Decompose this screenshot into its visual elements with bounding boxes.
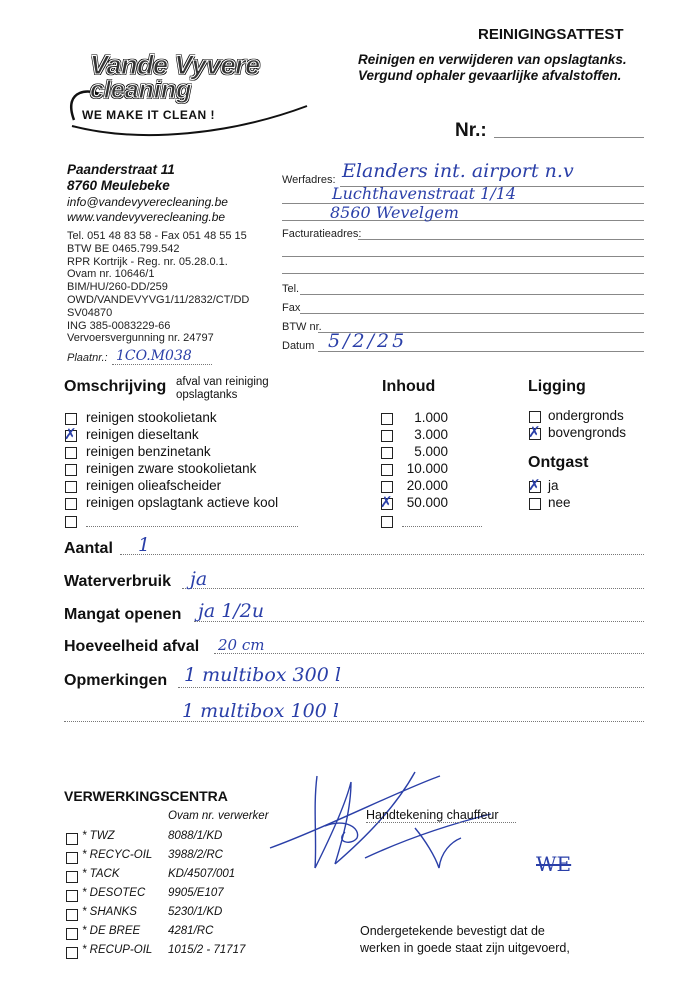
omschrijving-note: afval van reiniging opslagtanks bbox=[176, 376, 269, 401]
list-item[interactable] bbox=[64, 906, 274, 924]
checkbox[interactable] bbox=[528, 423, 541, 441]
signature-line bbox=[366, 822, 516, 823]
ontgast-title: Ontgast bbox=[528, 454, 589, 471]
datum-value: 5/2/25 bbox=[328, 330, 408, 352]
company-email: info@vandevyverecleaning.be bbox=[67, 195, 228, 209]
omschrijving-option-label: reinigen dieseltank bbox=[86, 427, 199, 442]
list-item[interactable] bbox=[380, 495, 480, 512]
omschrijving-option-label: reinigen stookolietank bbox=[86, 410, 217, 425]
list-item[interactable] bbox=[528, 478, 608, 495]
omschrijving-title: Omschrijving bbox=[64, 378, 167, 395]
inhoud-option-label: 5.000 bbox=[414, 444, 448, 459]
facturatie-label: Facturatieadres: bbox=[282, 228, 362, 240]
signature-initials: WE bbox=[536, 852, 572, 876]
confirm-line-1: Ondergetekende bevestigt dat de bbox=[360, 924, 545, 938]
list-item[interactable] bbox=[380, 478, 480, 495]
list-item[interactable] bbox=[528, 408, 648, 425]
list-item[interactable] bbox=[528, 495, 608, 512]
company-detail: Tel. 051 48 83 58 - Fax 051 48 55 15 bbox=[67, 230, 247, 242]
verwerker-name: * RECYC-OIL bbox=[82, 849, 153, 861]
opmerkingen-value-1: 1 multibox 300 l bbox=[184, 664, 341, 686]
verwerker-name: * RECUP-OIL bbox=[82, 944, 153, 956]
checkbox[interactable] bbox=[381, 447, 393, 459]
inhoud-option-label: 20.000 bbox=[406, 478, 448, 493]
check-mark-icon: ✗ bbox=[380, 493, 393, 511]
opmerkingen-line-1 bbox=[178, 687, 644, 688]
verwerker-name: * DESOTEC bbox=[82, 887, 146, 899]
verwerking-title: VERWERKINGSCENTRA bbox=[64, 788, 228, 804]
list-item[interactable] bbox=[64, 410, 324, 427]
verwerker-name: * TWZ bbox=[82, 830, 115, 842]
inhoud-option-label: 1.000 bbox=[414, 410, 448, 425]
company-detail: Vervoersvergunning nr. 24797 bbox=[67, 332, 214, 345]
fax-line bbox=[300, 313, 644, 314]
header-subtitle-1: Reinigen en verwijderen van opslagtanks. bbox=[358, 52, 627, 67]
company-details bbox=[67, 230, 249, 345]
checkbox[interactable] bbox=[380, 493, 393, 511]
list-item[interactable] bbox=[64, 512, 324, 529]
verwerker-ovam: 3988/2/RC bbox=[168, 849, 223, 861]
checkbox[interactable] bbox=[65, 481, 77, 493]
checkbox[interactable] bbox=[66, 871, 78, 883]
signature-label: Handtekening chauffeur bbox=[366, 808, 499, 822]
aantal-value: 1 bbox=[138, 534, 151, 556]
list-item[interactable] bbox=[64, 925, 274, 943]
company-logo bbox=[62, 48, 312, 138]
checkbox[interactable] bbox=[65, 498, 77, 510]
company-street: Paanderstraat 11 bbox=[67, 162, 175, 177]
check-mark-icon: ✗ bbox=[528, 476, 541, 494]
company-web: www.vandevyverecleaning.be bbox=[67, 210, 226, 224]
omschrijving-option-label: reinigen opslagtank actieve kool bbox=[86, 495, 279, 510]
mangat-value: ja 1/2u bbox=[198, 600, 265, 622]
werfadres-label: Werfadres: bbox=[282, 174, 336, 186]
list-item[interactable] bbox=[64, 461, 324, 478]
verwerker-ovam: KD/4507/001 bbox=[168, 868, 236, 880]
checkbox[interactable] bbox=[529, 411, 541, 423]
aantal-line bbox=[120, 554, 644, 555]
hoeveelheid-value: 20 cm bbox=[218, 636, 265, 654]
checkbox[interactable] bbox=[66, 928, 78, 940]
datum-label: Datum bbox=[282, 340, 315, 352]
facturatie-line-2 bbox=[282, 256, 644, 257]
plaatnr-label: Plaatnr.: bbox=[67, 352, 108, 364]
facturatie-line-1 bbox=[358, 239, 644, 240]
checkbox[interactable] bbox=[381, 430, 393, 442]
confirm-line-2: werken in goede staat zijn uitgevoerd, bbox=[360, 941, 570, 955]
list-item[interactable] bbox=[380, 512, 484, 529]
list-item[interactable] bbox=[380, 427, 480, 444]
opmerkingen-line-2 bbox=[64, 721, 644, 722]
verwerker-ovam: 5230/1/KD bbox=[168, 906, 223, 918]
company-detail: OWD/VANDEVYVG1/11/2832/CT/DD bbox=[67, 293, 250, 306]
document-title: REINIGINGSATTEST bbox=[478, 26, 624, 43]
verwerker-ovam: 1015/2 - 71717 bbox=[168, 944, 246, 956]
inhoud-option-label: 50.000 bbox=[406, 495, 448, 510]
verwerker-name: * SHANKS bbox=[82, 906, 137, 918]
werfadres-value-3: 8560 Wevelgem bbox=[330, 203, 459, 222]
checkbox[interactable] bbox=[528, 476, 541, 494]
company-detail: SV04870 bbox=[67, 306, 113, 319]
verwerker-ovam: 8088/1/KD bbox=[168, 830, 223, 842]
company-detail: BTW BE 0465.799.542 bbox=[67, 242, 180, 255]
checkbox[interactable] bbox=[66, 833, 78, 845]
mangat-label: Mangat openen bbox=[64, 606, 182, 623]
blank-option-line bbox=[86, 526, 298, 527]
ovam-header: Ovam nr. verwerker bbox=[168, 810, 269, 822]
tel-line bbox=[300, 294, 644, 295]
ligging-option-label: bovengronds bbox=[548, 425, 627, 440]
fax-label: Fax bbox=[282, 302, 301, 314]
checkbox[interactable] bbox=[65, 516, 77, 528]
verwerker-ovam: 9905/E107 bbox=[168, 887, 224, 899]
checkbox[interactable] bbox=[66, 852, 78, 864]
logo-line2: cleaning bbox=[90, 76, 192, 104]
list-item[interactable] bbox=[528, 425, 648, 442]
checkbox[interactable] bbox=[66, 947, 78, 959]
company-detail: RPR Kortrijk - Reg. nr. 05.28.0.1. bbox=[67, 255, 228, 268]
list-item[interactable] bbox=[64, 944, 274, 962]
hoeveelheid-label: Hoeveelheid afval bbox=[64, 638, 200, 655]
checkbox[interactable] bbox=[381, 516, 393, 528]
checkbox[interactable] bbox=[66, 890, 78, 902]
verwerker-ovam: 4281/RC bbox=[168, 925, 214, 937]
ontgast-option-label: ja bbox=[548, 478, 559, 493]
ligging-option-label: ondergronds bbox=[548, 408, 624, 423]
facturatie-line-3 bbox=[282, 273, 644, 274]
checkbox[interactable] bbox=[66, 909, 78, 921]
waterverbruik-value: ja bbox=[190, 568, 208, 590]
list-item[interactable] bbox=[64, 427, 324, 444]
omschrijving-option-label: reinigen olieafscheider bbox=[86, 478, 222, 493]
plaatnr-value: 1CO.M038 bbox=[116, 348, 192, 364]
list-item[interactable] bbox=[64, 849, 274, 867]
check-mark-icon: ✗ bbox=[528, 423, 541, 441]
checkbox[interactable] bbox=[64, 425, 77, 443]
checkbox[interactable] bbox=[65, 447, 77, 459]
inhoud-option-label: 10.000 bbox=[406, 461, 448, 476]
verwerker-name: * DE BREE bbox=[82, 925, 141, 937]
checkbox[interactable] bbox=[381, 413, 393, 425]
ontgast-option-label: nee bbox=[548, 495, 571, 510]
header-subtitle-2: Vergund ophaler gevaarlijke afvalstoffen. bbox=[358, 68, 622, 83]
tel-label: Tel. bbox=[282, 283, 300, 295]
list-item[interactable] bbox=[64, 868, 274, 886]
plaatnr-line bbox=[112, 364, 212, 365]
opmerkingen-label: Opmerkingen bbox=[64, 672, 168, 689]
company-detail: Ovam nr. 10646/1 bbox=[67, 268, 155, 281]
list-item[interactable] bbox=[64, 887, 274, 905]
nr-label: Nr.: bbox=[455, 120, 487, 141]
aantal-label: Aantal bbox=[64, 540, 113, 557]
nr-line bbox=[494, 137, 644, 138]
company-detail: ING 385-0083229-66 bbox=[67, 319, 171, 332]
checkbox[interactable] bbox=[529, 498, 541, 510]
check-mark-icon: ✗ bbox=[64, 425, 77, 443]
hoeveelheid-line bbox=[214, 653, 644, 654]
ligging-title: Ligging bbox=[528, 378, 586, 395]
werfadres-value-2: Luchthavenstraat 1/14 bbox=[332, 184, 517, 203]
list-item[interactable] bbox=[64, 444, 324, 461]
list-item[interactable] bbox=[380, 410, 480, 427]
checkbox[interactable] bbox=[65, 413, 77, 425]
opmerkingen-value-2: 1 multibox 100 l bbox=[182, 700, 339, 722]
inhoud-option-label: 3.000 bbox=[414, 427, 448, 442]
list-item[interactable] bbox=[64, 478, 324, 495]
checkbox[interactable] bbox=[381, 464, 393, 476]
checkbox[interactable] bbox=[381, 481, 393, 493]
checkbox[interactable] bbox=[65, 464, 77, 476]
logo-slogan: WE MAKE IT CLEAN ! bbox=[82, 108, 215, 122]
verwerker-name: * TACK bbox=[82, 868, 120, 880]
werfadres-value-1: Elanders int. airport n.v bbox=[342, 160, 574, 182]
logo-line1: Vande Vyvere bbox=[90, 50, 260, 80]
signature-drawing bbox=[265, 768, 505, 878]
company-detail: BIM/HU/260-DD/259 bbox=[67, 281, 168, 294]
list-item[interactable] bbox=[380, 461, 480, 478]
list-item[interactable] bbox=[64, 495, 324, 512]
omschrijving-option-label: reinigen benzinetank bbox=[86, 444, 211, 459]
waterverbruik-line bbox=[182, 588, 644, 589]
blank-option-line bbox=[402, 526, 482, 527]
waterverbruik-label: Waterverbruik bbox=[64, 573, 171, 590]
list-item[interactable] bbox=[380, 444, 480, 461]
list-item[interactable] bbox=[64, 830, 274, 848]
omschrijving-option-label: reinigen zware stookolietank bbox=[86, 461, 257, 476]
inhoud-title: Inhoud bbox=[382, 378, 436, 395]
company-city: 8760 Meulebeke bbox=[67, 178, 170, 193]
btw-label: BTW nr. bbox=[282, 321, 322, 333]
